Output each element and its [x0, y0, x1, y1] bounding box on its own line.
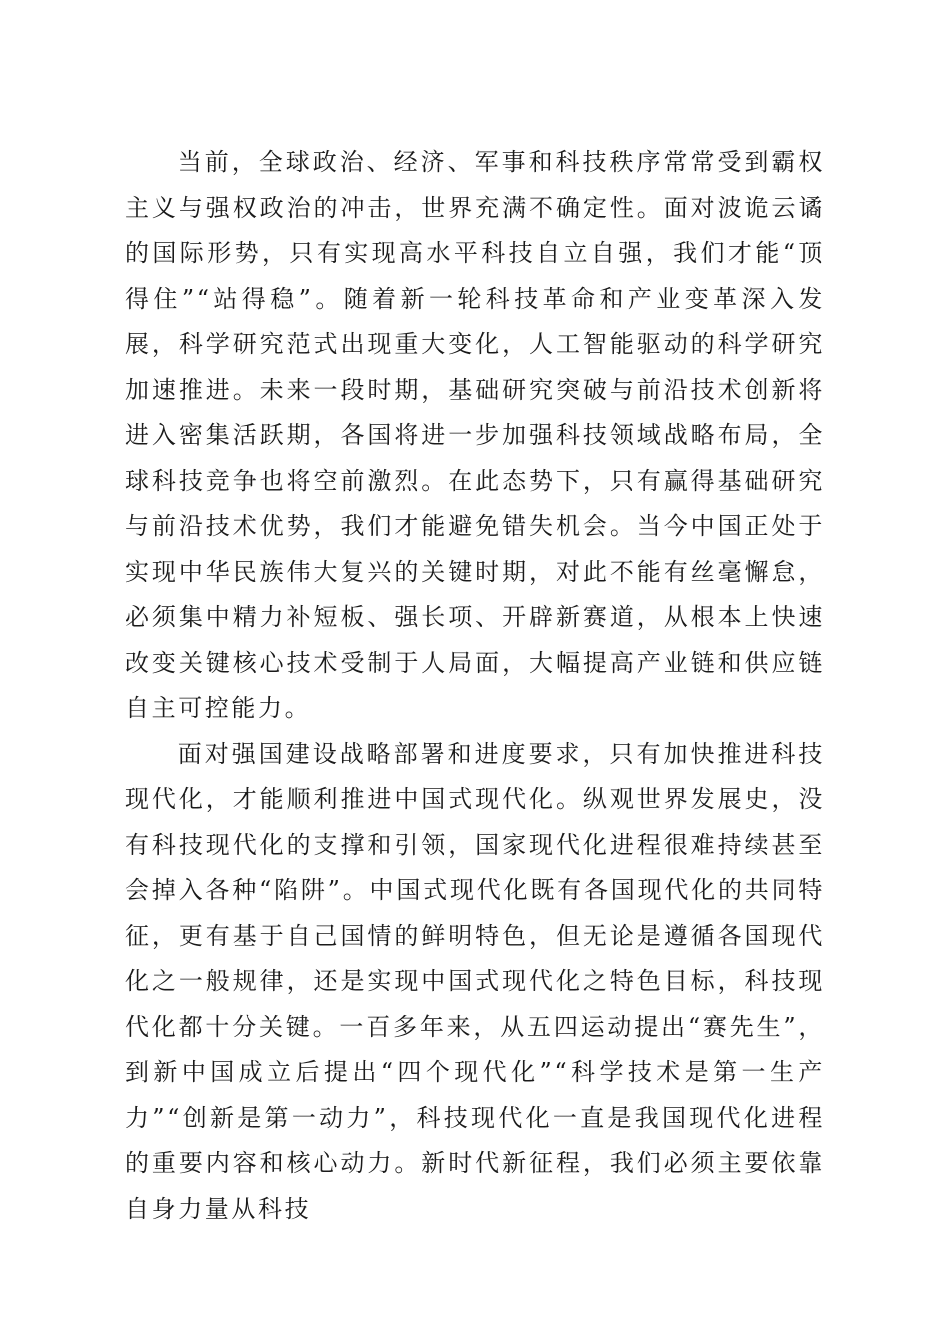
paragraph-2: 面对强国建设战略部署和进度要求，只有加快推进科技现代化，才能顺利推进中国式现代化。纵观世界发展史，没有科技现代化的支撑和引领，国家现代化进程很难持续甚至会掉入各种“陷阱”。中国式现代化既有各国现代化的共同特征，更有基于自己国情的鲜明特色，但无论是遵循各国现代化之一般规律，还是实现中国式现代化之特色目标，科技现代化都十分关键。一百多年来，从五四运动提出“赛先生”，到新中国成立后提出“四个现代化”“科学技术是第一生产力”“创新是第一动力”，科技现代化一直是我国现代化进程的重要内容和核心动力。新时代新征程，我们必须主要依靠自身力量从科技: [125, 739, 825, 1223]
paragraph-1: 当前，全球政治、经济、军事和科技秩序常常受到霸权主义与强权政治的冲击，世界充满不确定性。面对波诡云谲的国际形势，只有实现高水平科技自立自强，我们才能“顶得住”“站得稳”。随着新一轮科技革命和产业变革深入发展，科学研究范式出现重大变化，人工智能驱动的科学研究加速推进。未来一段时期，基础研究突破与前沿技术创新将进入密集活跃期，各国将进一步加强科技领域战略布局，全球科技竞争也将空前激烈。在此态势下，只有赢得基础研究与前沿技术优势，我们才能避免错失机会。当今中国正处于实现中华民族伟大复兴的关键时期，对此不能有丝毫懈怠，必须集中精力补短板、强长项、开辟新赛道，从根本上快速改变关键核心技术受制于人局面，大幅提高产业链和供应链自主可控能力。: [125, 148, 825, 722]
body-text: [125, 140, 825, 1232]
